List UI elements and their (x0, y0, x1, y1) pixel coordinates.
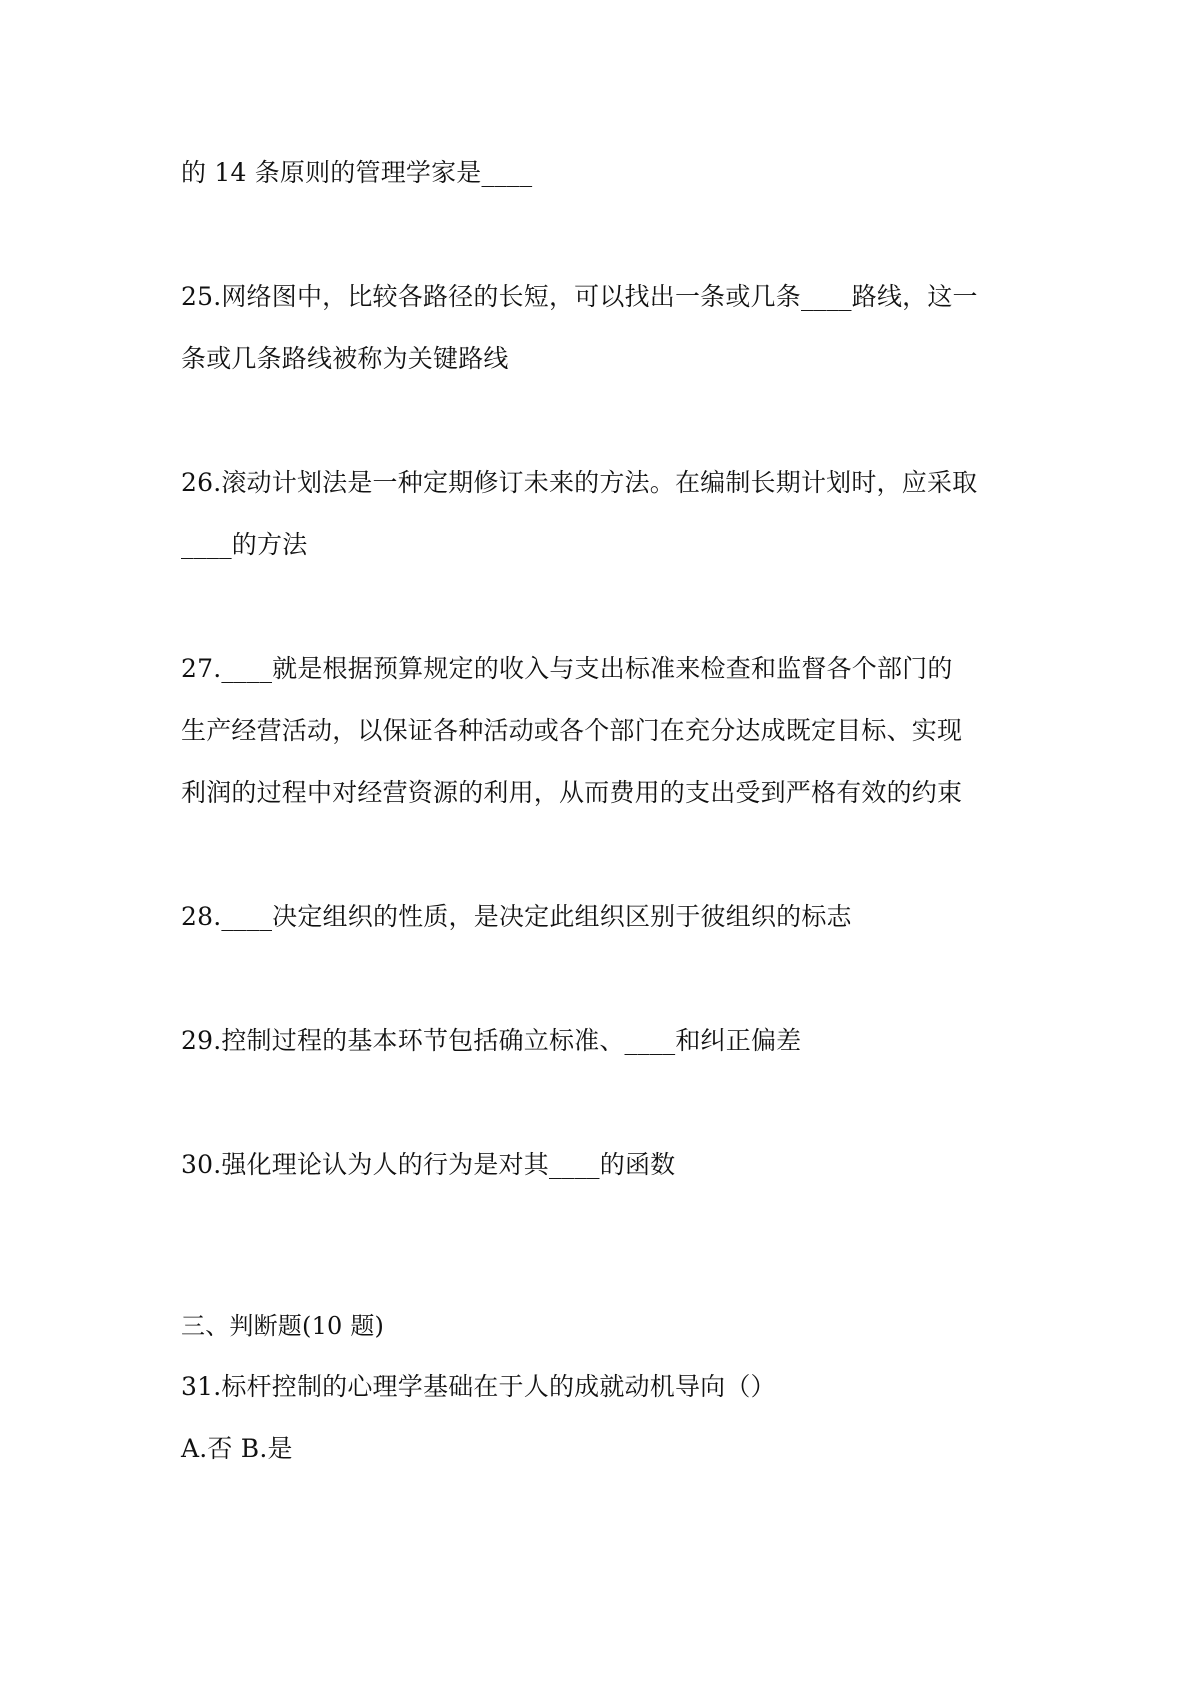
question-27-line-2: 生产经营活动，以保证各种活动或各个部门在充分达成既定目标、实现 (181, 716, 963, 745)
question-27-line-1: 27.____就是根据预算规定的收入与支出标准来检查和监督各个部门的 (181, 654, 953, 683)
question-29: 29.控制过程的基本环节包括确立标准、____和纠正偏差 (181, 1026, 802, 1055)
question-24-continuation: 的 14 条原则的管理学家是____ (181, 158, 533, 187)
section-3-heading: 三、判断题(10 题) (181, 1312, 385, 1340)
question-26-line-2: ____的方法 (181, 530, 308, 559)
question-31-options: A.否 B.是 (181, 1434, 293, 1463)
question-26-line-1: 26.滚动计划法是一种定期修订未来的方法。在编制长期计划时，应采取 (181, 468, 978, 497)
question-25-line-1: 25.网络图中，比较各路径的长短，可以找出一条或几条____路线，这一 (181, 282, 978, 311)
question-28: 28.____决定组织的性质，是决定此组织区别于彼组织的标志 (181, 902, 852, 931)
question-31: 31.标杆控制的心理学基础在于人的成就动机导向（） (181, 1372, 776, 1401)
question-30: 30.强化理论认为人的行为是对其____的函数 (181, 1150, 676, 1179)
question-25-line-2: 条或几条路线被称为关键路线 (181, 344, 509, 373)
question-27-line-3: 利润的过程中对经营资源的利用，从而费用的支出受到严格有效的约束 (181, 778, 963, 807)
